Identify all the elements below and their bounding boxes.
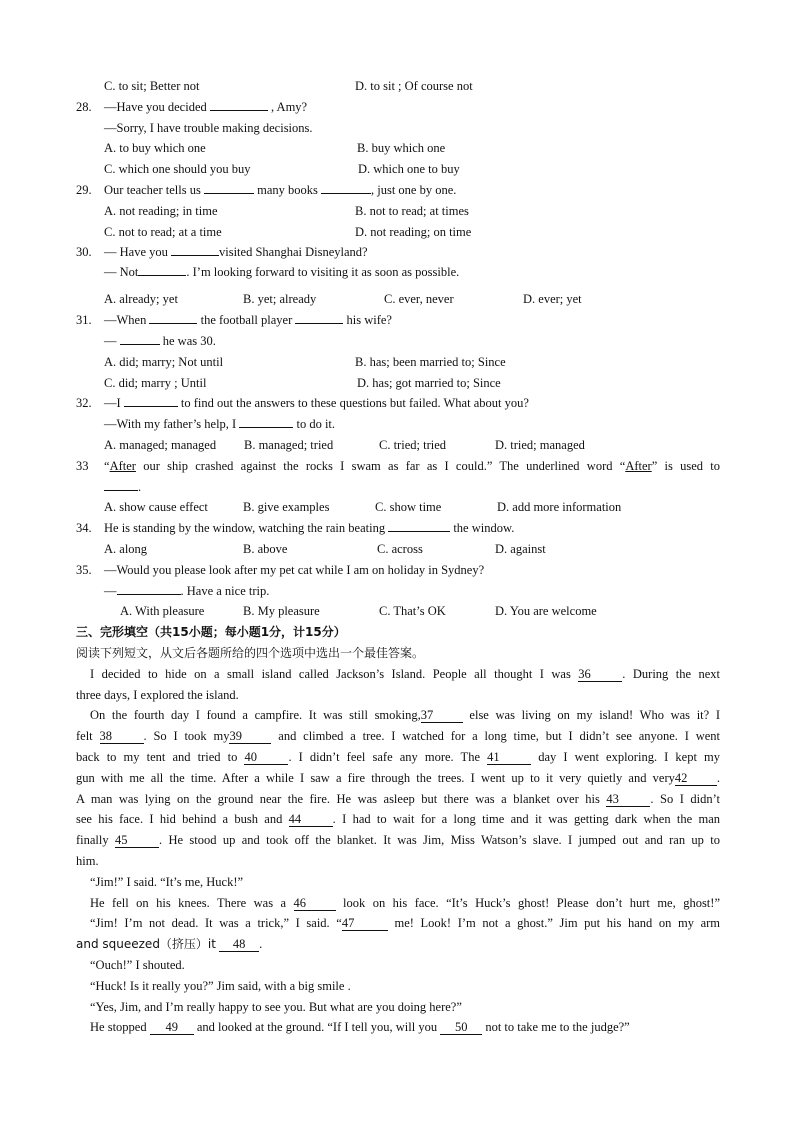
option-d: D. which one to buy [358, 162, 460, 176]
question-stem: —When the football player his wife? [104, 310, 392, 330]
option-d: D. against [495, 542, 546, 556]
question-stem: —I to find out the answers to these questions but failed. What about you? [104, 393, 529, 413]
question-number: 33 [76, 459, 89, 473]
option-a: A. to buy which one [104, 141, 206, 155]
option-c: C. did; marry ; Until [104, 376, 207, 390]
option-d: D. has; got married to; Since [357, 376, 501, 390]
cloze-blank: 43 [606, 792, 650, 807]
answer-blank [124, 393, 178, 407]
passage-line: see his face. I hid behind a bush and 44 . I had to wait for a long time and it was getting dark when the man [76, 812, 720, 826]
option-a: A. along [104, 542, 148, 556]
cloze-blank: 49 [150, 1020, 194, 1035]
answer-blank [210, 97, 268, 111]
passage-line: He stopped 49 and looked at the ground. “If I tell you, will you 50 not to take me to the judge?” [90, 1020, 630, 1034]
question-number: 29. [76, 183, 92, 197]
answer-blank [388, 518, 450, 532]
cloze-blank: 50 [440, 1020, 482, 1035]
passage-line: three days, I explored the island. [76, 688, 239, 702]
cloze-blank: 44 [289, 812, 333, 827]
passage-line: “Jim!” I said. “It’s me, Huck!” [90, 875, 244, 889]
passage-line: felt 38 . So I took my39 and climbed a tree. I watched for a long time, but I didn’t see anyone. I went [76, 729, 721, 743]
passage-line: “Jim! I’m not dead. It was a trick,” I said. “47 me! Look! I’m not a ghost.” Jim put his hand on my arm [90, 916, 721, 930]
option-a: A. With pleasure [120, 604, 205, 618]
cloze-blank: 47 [342, 916, 388, 931]
cloze-blank: 41 [487, 750, 531, 765]
option-c: C. ever, never [384, 292, 454, 306]
question-stem: “After our ship crashed against the rocks I swam as far as I could.” The underlined word “After” is used to [104, 459, 720, 473]
question-stem: Our teacher tells us many books , just one by one. [104, 180, 456, 200]
passage-line: him. [76, 854, 99, 868]
underlined-word: After [625, 459, 652, 473]
passage-line: On the fourth day I found a campfire. It was still smoking,37 else was living on my island! Who was it? I [90, 708, 720, 722]
cloze-blank: 48 [219, 937, 259, 952]
option-b: B. not to read; at times [355, 204, 469, 218]
option-a: A. not reading; in time [104, 204, 218, 218]
option-c: C. not to read; at a time [104, 225, 222, 239]
option-c: C. to sit; Better not [104, 79, 200, 93]
option-a: A. already; yet [104, 292, 178, 306]
option-c: C. show time [375, 500, 442, 514]
option-d: D. ever; yet [523, 292, 582, 306]
cloze-blank: 37 [421, 708, 463, 723]
answer-blank [239, 414, 293, 428]
question-reply: — he was 30. [104, 331, 216, 351]
question-reply: — Not . I’m looking forward to visiting it as soon as possible. [104, 262, 459, 282]
question-reply: —With my father’s help, I to do it. [104, 414, 335, 434]
passage-line: He fell on his knees. There was a 46 look on his face. “It’s Huck’s ghost! Please don’t hurt me, ghost!” [90, 896, 720, 910]
option-d: D. You are welcome [495, 604, 597, 618]
answer-blank [138, 262, 186, 276]
question-reply: — . Have a nice trip. [104, 581, 269, 601]
answer-blank [120, 331, 160, 345]
answer-blank [149, 310, 197, 324]
question-reply: —Sorry, I have trouble making decisions. [104, 121, 313, 135]
answer-blank [104, 477, 138, 491]
cloze-blank: 40 [244, 750, 288, 765]
answer-blank [204, 180, 254, 194]
option-a: A. show cause effect [104, 500, 208, 514]
question-stem-continued: . [104, 477, 141, 497]
option-b: B. above [243, 542, 288, 556]
option-d: D. add more information [497, 500, 622, 514]
question-stem: He is standing by the window, watching the rain beating the window. [104, 518, 514, 538]
passage-line: “Huck! Is it really you?” Jim said, with a big smile . [90, 979, 351, 993]
question-number: 34. [76, 521, 92, 535]
passage-line: I decided to hide on a small island called Jackson’s Island. People all thought I was 36 . During the next [90, 667, 720, 681]
answer-blank [117, 581, 181, 595]
option-d: D. not reading; on time [355, 225, 472, 239]
passage-line: A man was lying on the ground near the fire. He was asleep but there was a blanket over his 43 . So I didn’t [76, 792, 721, 806]
option-d: D. to sit ; Of course not [355, 79, 473, 93]
passage-line: “Yes, Jim, and I’m really happy to see you. But what are you doing here?” [90, 1000, 462, 1014]
option-a: A. managed; managed [104, 438, 217, 452]
answer-blank [321, 180, 371, 194]
cloze-blank: 45 [115, 833, 159, 848]
section-heading: 三、完形填空（共15小题；每小题1分，计15分） [76, 625, 346, 639]
option-c: C. which one should you buy [104, 162, 251, 176]
question-stem: —Have you decided , Amy? [104, 97, 307, 117]
section-instruction: 阅读下列短文，从文后各题所给的四个选项中选出一个最佳答案。 [76, 646, 425, 660]
option-c: C. That’s OK [379, 604, 446, 618]
question-number: 30. [76, 245, 92, 259]
option-b: B. buy which one [357, 141, 446, 155]
question-number: 35. [76, 563, 92, 577]
passage-line: back to my tent and tried to 40 . I didn’t feel safe any more. The 41 day I went exploring. I kept my [76, 750, 721, 764]
passage-line: “Ouch!” I shouted. [90, 958, 185, 972]
cloze-blank: 38 [100, 729, 144, 744]
option-d: D. tried; managed [495, 438, 585, 452]
cloze-blank: 46 [294, 896, 336, 911]
cloze-blank: 36 [578, 667, 622, 682]
passage-line: gun with me all the time. After a while I saw a fire through the trees. I went up to it very quietly and very42 . [76, 771, 720, 785]
option-a: A. did; marry; Not until [104, 355, 224, 369]
cloze-blank: 39 [229, 729, 271, 744]
answer-blank [295, 310, 343, 324]
option-b: B. give examples [243, 500, 330, 514]
option-b: B. yet; already [243, 292, 317, 306]
question-number: 28. [76, 100, 92, 114]
question-stem: — Have you visited Shanghai Disneyland? [104, 242, 368, 262]
option-b: B. managed; tried [244, 438, 334, 452]
option-c: C. across [377, 542, 423, 556]
cloze-blank: 42 [675, 771, 717, 786]
passage-line: and squeezed（挤压）it 48 . [76, 937, 263, 951]
option-b: B. has; been married to; Since [355, 355, 506, 369]
passage-line: finally 45 . He stood up and took off the blanket. It was Jim, Miss Watson’s slave. I jumped out and ran up to [76, 833, 721, 847]
option-c: C. tried; tried [379, 438, 446, 452]
question-stem: —Would you please look after my pet cat while I am on holiday in Sydney? [104, 563, 485, 577]
underlined-word: After [109, 459, 136, 473]
question-number: 31. [76, 313, 92, 327]
question-number: 32. [76, 396, 92, 410]
option-b: B. My pleasure [243, 604, 320, 618]
answer-blank [171, 242, 219, 256]
